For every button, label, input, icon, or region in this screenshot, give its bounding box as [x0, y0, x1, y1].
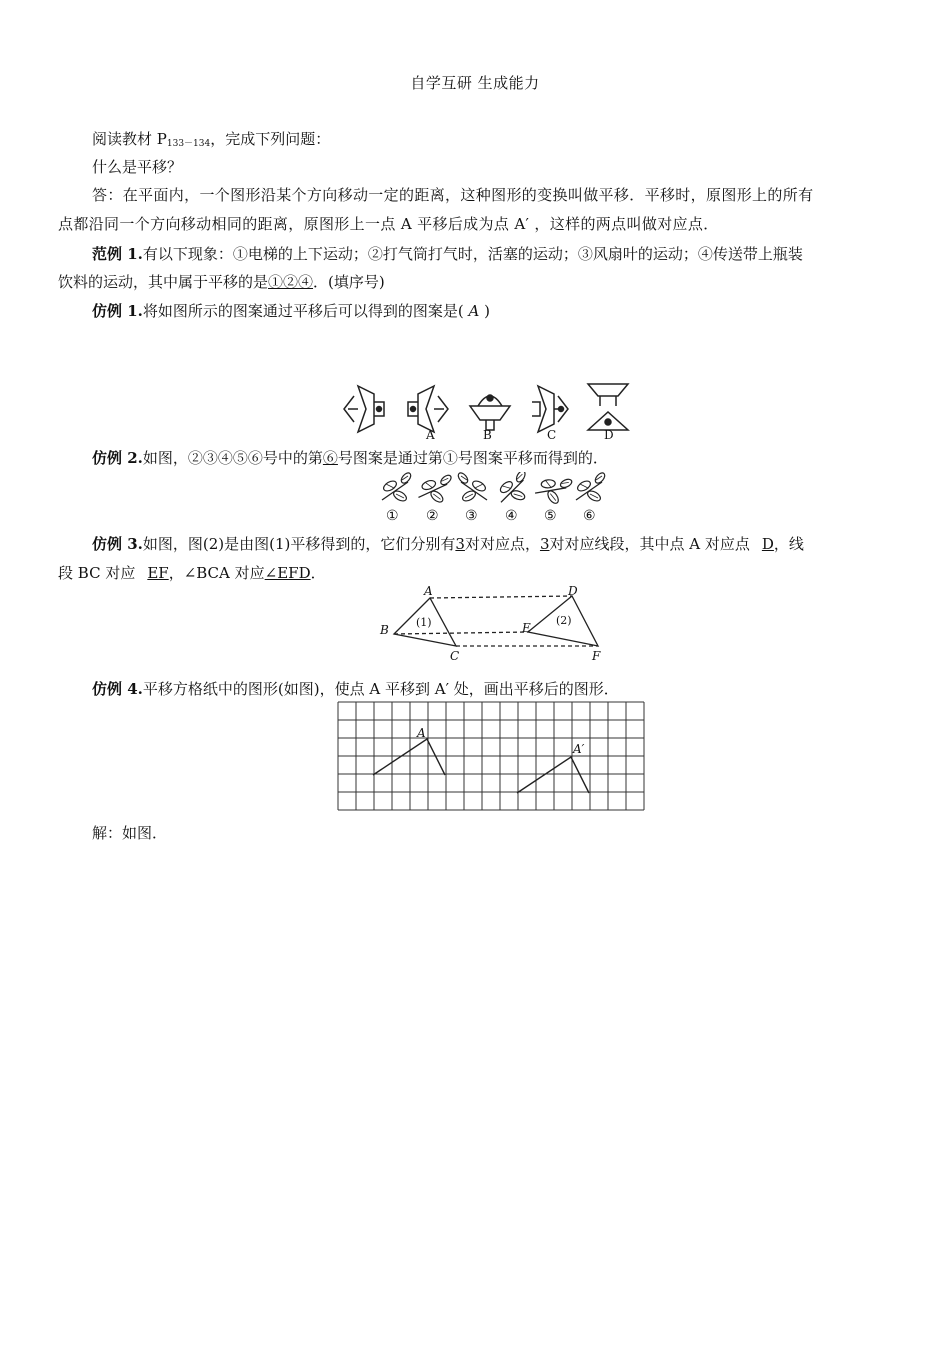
- answer-blank: EF: [147, 564, 169, 582]
- answer-blank: 3: [455, 535, 465, 553]
- practice-text: ，线: [773, 535, 804, 553]
- grid-figure: [337, 701, 649, 813]
- leaf-figure: [376, 472, 616, 508]
- label-c: C: [450, 649, 460, 663]
- example-1-line-1: [92, 243, 892, 265]
- leaf-number: ②: [426, 508, 439, 524]
- label-a: A: [424, 584, 433, 598]
- label-f: F: [592, 649, 601, 663]
- example-label: 范例 1.: [92, 245, 143, 263]
- answer-line-2: 点都沿同一个方向移动相同的距离，原图形上一点 A 平移后成为点 A′ ，这样的两点叫做对应点．: [58, 215, 719, 233]
- intro-text: 阅读教材 P: [92, 130, 167, 148]
- leaf-numbers: [376, 508, 616, 526]
- original-shape: [373, 739, 445, 775]
- example-text-2: 饮料的运动，其中属于平移的是: [58, 273, 269, 291]
- practice-text: 如图，②③④⑤⑥号中的第: [142, 449, 323, 467]
- leaf-number: ⑤: [544, 508, 557, 524]
- page-range: 133－134: [166, 139, 211, 149]
- practice-2: [92, 447, 892, 469]
- practice-text: 对对应点，: [464, 535, 540, 553]
- label-b: B: [380, 623, 389, 637]
- practice-4: [92, 678, 892, 700]
- option-a-label: A: [426, 428, 435, 442]
- leaf-number: ④: [505, 508, 518, 524]
- answer-blank: D: [761, 535, 774, 553]
- point-a-prime-label: A′: [573, 742, 585, 756]
- leaf-sprig: [534, 472, 575, 508]
- practice-answer: A: [463, 302, 485, 320]
- label-two: (2): [556, 614, 572, 627]
- leaf-sprig: [456, 472, 487, 503]
- question: 什么是平移？: [92, 158, 183, 176]
- practice-text-2: 号图案是通过第①号图案平移而得到的．: [337, 449, 608, 467]
- practice-text: 将如图所示的图案通过平移后可以得到的图案是(: [142, 302, 464, 320]
- section-title: 自学互研 生成能力: [410, 74, 540, 92]
- practice-answer: ⑥: [322, 449, 338, 467]
- practice-text: 段 BC 对应: [58, 564, 136, 582]
- practice-close: ): [484, 302, 490, 320]
- answer-blank: ∠EFD: [264, 564, 311, 582]
- label-d: D: [568, 584, 578, 598]
- example-text-3: ．(填序号): [313, 273, 385, 291]
- practice-text: 平移方格纸中的图形(如图)，使点 A 平移到 A′ 处，画出平移后的图形．: [142, 680, 619, 698]
- practice-3-line-1: [92, 533, 892, 555]
- example-text: 有以下现象：①电梯的上下运动；②打气筒打气时，活塞的运动；③风扇叶的运动；④传送带上瓶装: [142, 245, 803, 263]
- example-1-line-2: [58, 271, 892, 293]
- option-d-pattern: [588, 384, 628, 430]
- leaf-sprig: [418, 472, 454, 506]
- leaf-sprig: [576, 472, 607, 503]
- option-c-pattern: [532, 386, 568, 432]
- practice-3-line-2: [58, 562, 892, 584]
- practice-label: 仿例 1.: [92, 302, 143, 320]
- option-b-pattern: [470, 395, 510, 430]
- triangle-figure: [376, 584, 616, 664]
- original-pattern: [344, 386, 384, 432]
- option-labels: [426, 428, 646, 444]
- leaf-sprig: [496, 472, 532, 505]
- leaf-number: ⑥: [583, 508, 596, 524]
- leaf-number: ③: [465, 508, 478, 524]
- translated-shape: [517, 757, 589, 793]
- leaf-number: ①: [386, 508, 399, 524]
- option-b-label: B: [483, 428, 492, 442]
- practice-text: ．: [310, 564, 326, 582]
- label-e: E: [522, 621, 531, 635]
- practice-text: 对对应线段，其中点 A 对应点: [549, 535, 750, 553]
- option-a-pattern: [408, 386, 448, 432]
- practice-label: 仿例 3.: [92, 535, 143, 553]
- leaf-sprig: [382, 472, 413, 503]
- practice-text: 如图，图(2)是由图(1)平移得到的，它们分别有: [142, 535, 456, 553]
- option-c-label: C: [547, 428, 557, 442]
- point-a-label: A: [417, 726, 426, 740]
- practice-label: 仿例 4.: [92, 680, 143, 698]
- practice-label: 仿例 2.: [92, 449, 143, 467]
- option-d-label: D: [604, 428, 614, 442]
- label-one: (1): [416, 616, 432, 629]
- intro-text-2: ，完成下列问题：: [210, 130, 331, 148]
- practice-1: [92, 300, 892, 322]
- example-answer: ①②④: [268, 273, 314, 291]
- answer-blank: 3: [539, 535, 550, 553]
- answer-line-1: 答：在平面内，一个图形沿某个方向移动一定的距离，这种图形的变换叫做平移．平移时，原图形上的所有: [92, 186, 814, 204]
- solution: 解：如图．: [92, 824, 168, 842]
- intro-line: [92, 128, 892, 155]
- practice-text: ，∠BCA 对应: [168, 564, 265, 582]
